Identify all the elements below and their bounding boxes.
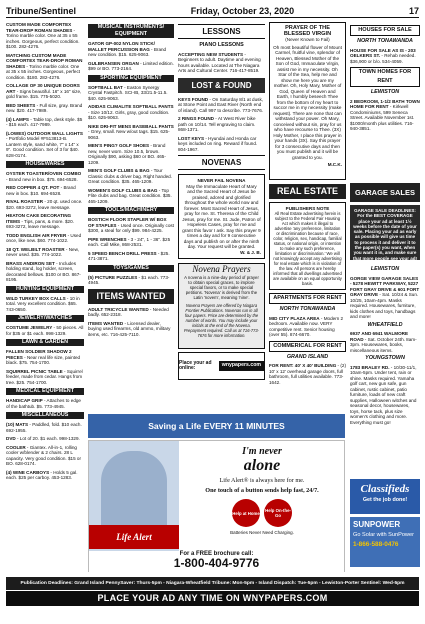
ad-heading: DVD bbox=[6, 436, 16, 441]
online-ad-url[interactable]: wnypapers.com bbox=[219, 361, 264, 371]
ad-heading: GORGE VIEW GARAGE SALES - 5278 HEWITT PARKWAY, 5227 FORT GRAY DRIVE & 601 FORT GRAY DRIVE bbox=[350, 275, 420, 297]
classified-ad bbox=[6, 233, 84, 244]
classified-ad bbox=[6, 369, 84, 386]
ad-body: - (2) 10' x 12' overhead garage doors, full bathroom, full utilities available. 773-1642. bbox=[269, 363, 346, 385]
online-ad-promo[interactable] bbox=[178, 352, 265, 380]
novena-title: NEVER FAIL NOVENA bbox=[197, 178, 246, 183]
ad-heading: (5) PICTURE PUZZLES bbox=[88, 274, 138, 280]
classified-ad bbox=[6, 22, 84, 50]
ad-body: - $25. 471-3871. bbox=[88, 250, 170, 261]
section-commercial: COMMERICAL FOR RENT bbox=[269, 341, 346, 352]
ad-body: - Limited edition. $99 or BO. 773-2164. bbox=[88, 60, 174, 71]
ad-body: - Tour Classic clubs & driver bag. Right handed. Great condition. $35. 465-1209. bbox=[88, 168, 173, 184]
ad-heading: 5 SPEED BENCH DRILL PRESS bbox=[88, 250, 157, 256]
life-alert-photo bbox=[89, 441, 179, 551]
ad-body: - Brand new in box. $10. 694-6528. bbox=[6, 185, 76, 196]
life-alert-logo: Life Alert bbox=[89, 525, 179, 549]
ad-body: - Paddled, fold. $10 each. 692-1955. bbox=[6, 422, 82, 433]
novena-prayers-box bbox=[178, 263, 265, 349]
classified-ad bbox=[88, 41, 174, 58]
ad-heading: COSTUME JEWELRY bbox=[6, 325, 53, 330]
column-5-lower bbox=[350, 264, 420, 428]
classified-ad bbox=[88, 217, 174, 234]
section-sporting: SPORTING EQUIPMENT bbox=[88, 75, 174, 82]
novena-prayers-title: Novena Prayers bbox=[192, 264, 251, 274]
ad-heading: (10) MATS bbox=[6, 422, 29, 427]
help-on-the-go-button: Help On-the-Go bbox=[264, 499, 292, 527]
novena-signature: W. & J. B. bbox=[240, 249, 261, 255]
blessed-virgin-prayer bbox=[269, 22, 346, 180]
ad-body: - 10/30-11/1, 10am-5pm. Under tent, rain or shine. Masks required. Yamaha golf cart, new gun safe, gun cabinet, rustic cabinet, patio furniture, loads of new craft supplies, Halloween witches and seasonal decor, housewares, toys, horse tack, plus size women's clothing and more. Everything must go! bbox=[350, 364, 417, 425]
classifieds-slogan: Get the job done! bbox=[362, 497, 408, 503]
area-lewiston-2: LEWISTON bbox=[370, 266, 400, 272]
paper-title: Tribune/Sentinel bbox=[6, 6, 77, 16]
ad-body: - Portfolio Model #F513813-B. Lantern style, sand white, 7" x 14" x 9". Good condition. Set of 3 for $40. 628-0174. bbox=[6, 136, 79, 158]
classified-ad bbox=[6, 398, 84, 409]
ad-heading: BED SHEETS bbox=[6, 102, 36, 108]
novena-prayers-text: A novena is a nine-day period of prayer to obtain special graces, to implore special favors, or to make special petitions. 'Novena' is derived from the Latin 'novem', meaning 'nine'. bbox=[184, 274, 259, 300]
ad-heading: GULBRANSEN ORGAN bbox=[88, 60, 139, 66]
ad-heading: HOUSE FOR SALE AS IS - 203 OELKERS ST. bbox=[350, 47, 416, 58]
ad-body: - Rehab needed. $36,900 or b/o. 534-4059. bbox=[350, 53, 416, 64]
classified-ad bbox=[88, 237, 174, 248]
ad-heading: CUSTOM MADE COMFORTEX TEAR-DROP ROMAN SHADES bbox=[6, 22, 73, 33]
publishers-note-title: PUBLISHERS NOTE bbox=[285, 206, 330, 211]
classified-ad bbox=[350, 331, 420, 353]
section-novenas: NOVENAS bbox=[178, 155, 265, 170]
ad-body: - Near real life size, painted black. $75. 754-1700. bbox=[6, 354, 81, 365]
section-items-wanted: ITEMS WANTED bbox=[88, 289, 174, 304]
area-youngstown: YOUNGSTOWN bbox=[365, 355, 405, 361]
ad-body: - Brand new in box. $75. 694-6528. bbox=[6, 176, 78, 182]
classified-ad bbox=[6, 213, 84, 230]
ad-body: - Easton Synergy Crystal Fastpitch. SCI-IB, 33/21.5-11.5. $40. 625-9063. bbox=[88, 84, 168, 101]
section-musical: MUSICAL INSTRUMENTS/ EQUIPMENT bbox=[88, 24, 174, 38]
ad-heading: (4) LAMPS bbox=[6, 116, 29, 122]
classified-ad bbox=[178, 136, 265, 153]
classified-ad bbox=[350, 48, 420, 65]
classified-ad bbox=[88, 307, 174, 318]
classified-ad bbox=[88, 143, 174, 165]
life-alert-ad[interactable] bbox=[88, 440, 345, 572]
ad-body: - Tips, pans, & more. $20. 693-3272, leave message. bbox=[6, 218, 74, 229]
classified-ad bbox=[6, 436, 84, 442]
ad-body: - Lot of 20. $1 each. 998-1329. bbox=[15, 436, 80, 441]
help-at-home-button: Help at Home bbox=[232, 499, 260, 527]
area-lewiston: LEWISTON bbox=[370, 89, 400, 95]
ad-heading: BRASS ANDIRON SET bbox=[6, 260, 55, 266]
sunpower-logo: SUNPOWER bbox=[353, 520, 401, 529]
life-alert-banner: Saving a Life EVERY 11 MINUTES bbox=[88, 414, 345, 438]
ad-body: - Hyundai and Honda car keys included on ring. Reward if found. 804-1967. bbox=[178, 135, 258, 152]
garage-deadline-notice: GARAGE SALE DEADLINES: For the BEST COVERAGE place your ad at least 1½ weeks before the date of your sale. Placing your ad as early as possible will give us time to process it and deliver it to the paper(s) you want, when you want it in, and make sure that more people see your ad! bbox=[350, 205, 420, 260]
classified-ad bbox=[269, 363, 346, 385]
section-apartments: APARTMENTS FOR RENT bbox=[269, 293, 346, 304]
classified-ad bbox=[6, 349, 84, 366]
ad-heading: FALLEN SOLDIER SHADOW 2 PIECES bbox=[6, 349, 72, 360]
section-medical: MEDICAL EQUIPMENT bbox=[6, 388, 84, 395]
area-wheatfield: WHEATFIELD bbox=[367, 321, 403, 328]
section-jewelry: JEWELRY/WATCHES bbox=[6, 315, 84, 322]
classified-ad bbox=[88, 321, 174, 338]
classified-ad bbox=[6, 185, 84, 196]
section-misc: MISCELLANEOUS bbox=[6, 412, 84, 419]
section-tools: TOOLS/MACHINERY bbox=[88, 207, 174, 214]
ad-heading: KEYS FOUND bbox=[178, 96, 209, 102]
life-alert-battery: Batteries Never Need Charging. bbox=[230, 530, 294, 535]
life-alert-headline-2: alone bbox=[243, 457, 281, 474]
ad-body: - Holds 5 gal. each. $25 per carboy. 453-1283. bbox=[6, 469, 78, 480]
area-grand-island: GRAND ISLAND bbox=[286, 353, 329, 360]
ad-body: - Torino marble color. One at 35 x 55 inches. Gorgeous, perfect condition. $180. 282-4276. bbox=[6, 63, 81, 80]
ad-body: - Licensed dealer, buying used firearms, old ammo, military items, etc. 716-425-7110. bbox=[88, 320, 171, 337]
ad-heading: MEN'S GOLF CLUBS & BAG bbox=[88, 168, 150, 173]
classified-ad bbox=[6, 199, 84, 210]
column-2 bbox=[88, 22, 174, 340]
prayer-signature: M.C.K. bbox=[327, 162, 342, 167]
ad-body: - Beginners to adult. Daytime and evening hours available. Located at The Niagara Arts and Cultural Center. 716-417-8519. bbox=[178, 51, 261, 73]
classified-ad bbox=[6, 103, 84, 114]
classified-ad bbox=[6, 470, 84, 481]
ad-body: - At West River bike path on 10/14. Tell engraving to claim. 868-1371. bbox=[178, 116, 256, 132]
ad-body: - On Saturday 8/1 at dusk, at Stone Point and East River (North end of island). Call 997 to describe. 773-7676. bbox=[178, 96, 264, 113]
classified-ad bbox=[178, 97, 265, 114]
ad-heading: 2 RINGS FOUND bbox=[178, 116, 214, 121]
ad-heading: OYSTER TOASTER/OVEN COMBO bbox=[6, 171, 82, 176]
column-4 bbox=[269, 22, 346, 388]
classified-ad bbox=[6, 247, 84, 258]
classified-ad bbox=[88, 168, 174, 185]
classified-ad bbox=[6, 422, 84, 433]
classified-ad bbox=[88, 124, 174, 141]
ad-heading: MEN'S PING? GOLF SHOES bbox=[88, 143, 150, 148]
section-town-homes: TOWN HOMES FOR RENT bbox=[350, 67, 420, 87]
classified-ad bbox=[6, 445, 84, 467]
ad-heading: GATOR GP-002 NYLON STICK/ MALLET PERCUSSION BAG bbox=[88, 41, 155, 52]
ad-heading: RED COPPER 4 QT. POT bbox=[6, 185, 60, 190]
section-toys: TOYS/GAMES bbox=[88, 265, 174, 272]
ad-heading: COLLAGE OF 30 UNIQUE DOORS ART bbox=[6, 83, 80, 94]
life-alert-free-text: For a FREE brochure call: bbox=[179, 551, 254, 557]
classified-ad bbox=[6, 83, 84, 100]
ad-heading: 2 BEDROOM, 1-1/2 BATH TOWN HOME FOR RENT bbox=[350, 98, 420, 109]
section-lessons: LESSONS bbox=[178, 24, 265, 39]
ad-body: - Top Flite clubs and bag. Great condition. $35. 465-1209. bbox=[88, 187, 172, 204]
sunpower-phone: 1-866-588-0476 bbox=[353, 541, 399, 548]
section-garage-sales: GARAGE SALES bbox=[350, 183, 420, 202]
classified-ad bbox=[6, 325, 84, 336]
life-alert-phone-bar bbox=[89, 551, 344, 572]
classified-ad bbox=[88, 61, 174, 72]
sunpower-tagline: Go Solar with SunPower bbox=[353, 532, 414, 538]
ad-heading: BOSTICH FLOOR STAPLER W/ BOX OF STAPLES bbox=[88, 217, 167, 228]
prayer-title: PRAYER OF THE BLESSED VIRGIN bbox=[283, 25, 332, 37]
classifieds-title: Classifieds bbox=[360, 483, 410, 495]
section-lawn: LAWN & GARDEN bbox=[6, 339, 84, 346]
ad-heading: WOMEN'S GOLF CLUBS & BAG bbox=[88, 187, 158, 193]
ad-heading: 18 QT. WELBILT ROASTER bbox=[6, 246, 65, 252]
ad-heading: MATCHING CUSTOM MADE COMFORTEX TEAR-DROP ROMAN SHADES bbox=[6, 52, 83, 69]
column-5 bbox=[350, 22, 420, 135]
ad-heading: ITEMS WANTED bbox=[88, 320, 124, 326]
ad-body: - Size 10/12. Girls, gray, good condition. $10. 625-9063. bbox=[88, 109, 170, 120]
classified-ad bbox=[6, 53, 84, 81]
ad-body: - Squirrel feeder, made from cedar. Hangs from tree. $25. 754-1700. bbox=[6, 368, 83, 385]
ad-body: - Table top, desk style. $5 - $15 each. 417-7989. bbox=[6, 116, 83, 127]
classified-ad bbox=[350, 276, 420, 320]
ad-body: - Signs beautiful. 16" x 16" size, gold frame. $15. 775-5020. bbox=[6, 88, 82, 99]
ad-heading: LOST KEYS bbox=[178, 135, 205, 141]
column-3 bbox=[178, 22, 265, 380]
ad-heading: PIPE WRENCHES bbox=[88, 236, 127, 242]
ad-body: - 10 in total. Very excellent condition. $65. 743-0650. bbox=[6, 295, 80, 312]
section-hunting: HUNTING EQUIPMENT bbox=[6, 286, 84, 293]
ad-heading: SOFTBALL BAT bbox=[88, 84, 123, 90]
classified-ad bbox=[6, 171, 84, 182]
classified-ad bbox=[88, 251, 174, 262]
classified-ad bbox=[6, 131, 84, 159]
ad-heading: FOR RENT: 40' X 40' BUILDING bbox=[269, 363, 337, 368]
classified-ad bbox=[178, 116, 265, 133]
ad-body: - Giantex. All-in-1, rolling cooler w/blender & 2 chairs. 28 L capacity. Very good condition. $15 or BO. 628-0174. bbox=[6, 444, 81, 466]
ad-heading: RIVAL ROASTER bbox=[6, 199, 44, 204]
ad-heading: ADIDAS CLIMALITE SOFTBALL PANTS bbox=[88, 104, 174, 109]
ad-body: - Includes holding stand, log holder, screen, decorated bellows. $100 or BO. 867-8195. bbox=[6, 260, 81, 282]
life-alert-copy bbox=[181, 443, 343, 551]
ad-heading: ADULT TRICYCLE WANTED bbox=[88, 306, 149, 312]
novena-text: May the Immaculate Heart of Mary and the Sacred Heart of Jesus be praised, adored and glorified throughout the whole world now and forever. Most Sacred Heart of Jesus, pray for me. St. Theresa of the Child Jesus, pray for me. St. Jude, Patron of Hopeless Cases, pray for me and grant this favor I ask. Say this prayer 9 times a day and for 9 consecutive days and publish on or after the ninth day. Your request will be granted. bbox=[182, 183, 261, 249]
classifieds-promo[interactable] bbox=[350, 479, 420, 514]
ad-body: - Needed badly. 652-2318. bbox=[88, 306, 169, 317]
ad-body: - Sat. 10/24 & Sun. 10/25, 10am-4pm. Masks required. Housewares, furniture, kids clothes and toys, handbags and more! bbox=[350, 292, 419, 319]
life-alert-phone[interactable]: 1-800-404-9776 bbox=[173, 556, 260, 570]
ad-body: - Kirkwell Condominiums, 599 Seneca Street. Available November 1st. $1000/month plus utilities. 716-940-3851. bbox=[350, 104, 415, 131]
ad-body: - Brand new condition. $15. 625-9063. bbox=[88, 46, 167, 57]
ad-body: - New, never used. $35. 774-1022. bbox=[6, 246, 79, 257]
area-north-tonawanda: NORTH TONAWANDA bbox=[279, 306, 336, 312]
ad-heading: HEATON CAKE DECORATING ITEMS bbox=[6, 213, 72, 224]
ad-body: - Attaches to edge of the bathtub. $5. 773-4945. bbox=[6, 398, 81, 409]
place-ad-banner[interactable]: PLACE YOUR AD ANY TIME ON WNYPAPERS.COM bbox=[6, 591, 419, 606]
ad-heading: 6937 AND 6941 WALMORE ROAD bbox=[350, 331, 409, 342]
ad-heading: (4) WINE CARBOYS bbox=[6, 469, 50, 475]
ad-heading: NIKE DRI-FIT MENS BASEBALL PANTS bbox=[88, 123, 174, 129]
classified-ad bbox=[178, 52, 265, 74]
classified-ad bbox=[88, 104, 174, 121]
life-alert-buttons bbox=[181, 499, 343, 527]
ad-body: - $1 each. 773-4945. bbox=[88, 274, 170, 285]
ad-body: - Grey, small. New w/out tags. $15. 625-9063. bbox=[88, 129, 170, 140]
page-number: 17 bbox=[408, 6, 419, 16]
sunpower-ad[interactable] bbox=[350, 517, 420, 567]
publishers-note bbox=[269, 202, 346, 290]
section-lost-found: LOST & FOUND bbox=[178, 78, 265, 93]
publishers-note-text: All Real Estate advertising herein is subject to the Federal Fair Housing Act which makes it illegal to advertise 'any preference, limitation or discrimination because of race, color, religion, sex, handicap, familial status, or national origin, or intention to make any such preference, limitation or discrimination.' We will not knowingly accept any advertising for real estate which is in violation of the law. All persons are hereby informed that all dwellings advertised are available on an equal opportunity basis. bbox=[273, 211, 342, 286]
column-1 bbox=[6, 22, 84, 484]
prayer-subtitle: (Never Known to Fail) bbox=[285, 37, 330, 42]
ad-body: - Torino marble color. One at 35 x 55 inches. Gorgeous, perfect condition. $100. 282-4276. bbox=[6, 27, 80, 49]
classified-ad bbox=[350, 99, 420, 132]
ad-heading: MID CITY PLAZA AREA bbox=[269, 315, 320, 321]
ad-heading: ACCEPTING NEW STUDENTS bbox=[178, 51, 244, 57]
ad-body: - 50 pieces. All for $35 or $1 each. 998-1329. bbox=[6, 325, 84, 336]
ad-body: - 3 - 24", 1 - 36". $25 each. Call Mike, 868-2531. bbox=[88, 236, 171, 247]
classified-ad bbox=[6, 261, 84, 283]
ad-heading: COOLER bbox=[6, 444, 26, 450]
section-real-estate: REAL ESTATE bbox=[269, 184, 346, 199]
novena-prayers-info: Novena Prayers are offered by Niagara Frontier Publications. Novenas run in all four papers. Price are determined by the number of words. You may include your initials at the end of the Novena. Prepayment required. Call us at 716-773-7676 for more information. bbox=[183, 302, 260, 338]
ad-heading: (LOWES) OUTDOOR WALL LIGHTS bbox=[6, 130, 83, 136]
ad-heading: TODD ENGLISH AIR FRYER bbox=[6, 232, 67, 238]
classified-ad bbox=[88, 85, 174, 102]
page-header bbox=[6, 2, 419, 18]
ad-body: - Full size, gray. Brand new. $20. 417-7989. bbox=[6, 102, 83, 113]
ad-heading: 1783 BRALEY RD. bbox=[350, 364, 390, 370]
ad-heading: HANDICAP GRIP bbox=[6, 398, 43, 403]
ad-body: - Modern 2 bedroom. Available now. VERY competitive rent. Senior housing (over 55). 874-6670. bbox=[269, 315, 344, 337]
section-piano: PIANO LESSONS bbox=[199, 42, 244, 48]
online-ad-text: Place your ad online: bbox=[179, 359, 212, 371]
area-north-tonawanda-2: NORTH TONAWANDA bbox=[357, 38, 413, 44]
classified-ad bbox=[350, 365, 420, 426]
ad-body: - Used once, like new. $60. 774-1022. bbox=[6, 232, 82, 243]
never-fail-novena bbox=[178, 174, 265, 259]
section-houses-sale: HOUSES FOR SALE bbox=[350, 25, 420, 36]
classified-ad bbox=[88, 275, 174, 286]
life-alert-line2: One touch of a button sends help fast, 24/7. bbox=[205, 487, 319, 494]
classified-ad bbox=[88, 188, 174, 205]
ad-body: - Brand new, never worn. Size 10.5, brown. Originally $90, asking $60 or BO. 465-1209. bbox=[88, 143, 166, 165]
classified-ad bbox=[6, 117, 84, 128]
ad-heading: WILD TURKEY BOX CALLS bbox=[6, 295, 66, 301]
ad-body: - 20 qt. used once. $20. 693-3272, leave message. bbox=[6, 199, 83, 210]
section-housewares: HOUSEWARES bbox=[6, 161, 84, 168]
classified-ad bbox=[6, 296, 84, 313]
life-alert-tagline: Life Alert® is always here for me. bbox=[219, 477, 305, 484]
ad-body: - Sat. October 24th. 8am-3pm. Housewares, books, miscellaneous items. bbox=[350, 336, 417, 353]
prayer-text: Oh most beautiful flower of Mount Carmel, fruitful vine, splendor of Heaven, Blessed Mother of the Son of God, Immaculate Virgin, assist me in my necessity. Oh Star of the Sea, help me and show me here you are my mother. Oh, Holy Mary, Mother of God, Queen of Heaven and Earth, I humbly beseech Thee from the bottom of my heart to succor me in my necessity (make request). There are none that can withstand your power. Oh Mary, conceived without sin, pray for us who have recourse to Thee. (3X) Holy Mother, I place this prayer in your hands (3X). Say this prayer for 3 consecutive days and then you must publish and it will be granted to you. bbox=[273, 44, 342, 160]
ad-body: - Used once. Originally cost $300, a steal for only $99. 984-4225. bbox=[88, 222, 174, 233]
ad-heading: SQUIRREL PICNIC TABLE bbox=[6, 368, 63, 374]
page-date: Friday, October 23, 2020 bbox=[190, 6, 295, 16]
publication-deadlines: Publication Deadlines: Grand Island PennySaver: Thurs-5pm - Niagara-Wheatfield Tribune: Mon-5pm - Island Dispatch: Tue-5pm - Lewiston-Porter Sentinel: Wed-5pm bbox=[6, 577, 419, 590]
classified-ad bbox=[269, 316, 346, 338]
life-alert-headline-1: I'm never bbox=[242, 446, 282, 457]
